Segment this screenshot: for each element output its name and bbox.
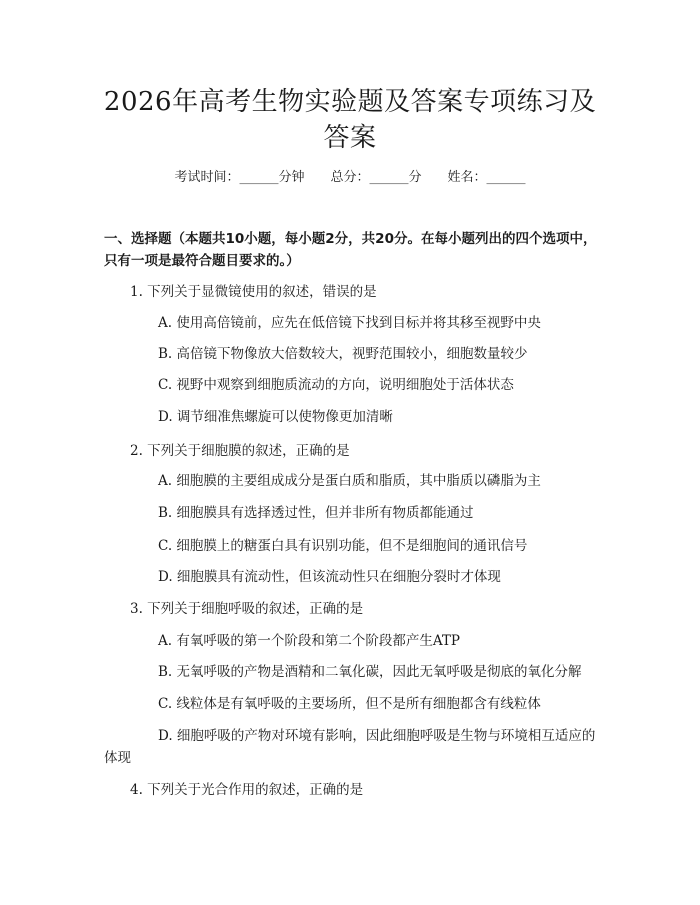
time-blank: ______ [239,170,279,185]
name-label: 姓名： [447,170,487,185]
score-blank: ______ [369,170,409,185]
question-2-option-b: B. 细胞膜具有选择透过性，但并非所有物质都能通过 [158,505,474,521]
question-1-option-b: B. 高倍镜下物像放大倍数较大，视野范围较小，细胞数量较少 [158,346,528,362]
question-1-option-c: C. 视野中观察到细胞质流动的方向，说明细胞处于活体状态 [158,377,514,393]
question-3-option-d: D. 细胞呼吸的产物对环境有影响，因此细胞呼吸是生物与环境相互适应的体现 [104,728,596,766]
name-blank: ______ [486,170,526,185]
time-label: 考试时间： [174,170,240,185]
question-1-option-a: A. 使用高倍镜前，应先在低倍镜下找到目标并将其移至视野中央 [158,315,541,331]
question-stem-2: 2. 下列关于细胞膜的叙述，正确的是 [130,443,350,459]
question-3-option-a: A. 有氧呼吸的第一个阶段和第二个阶段都产生ATP [158,633,460,649]
question-3-option-c: C. 线粒体是有氧呼吸的主要场所，但不是所有细胞都含有线粒体 [158,696,541,712]
question-2-option-a: A. 细胞膜的主要组成成分是蛋白质和脂质，其中脂质以磷脂为主 [158,473,541,489]
question-3-option-b: B. 无氧呼吸的产物是酒精和二氧化碳，因此无氧呼吸是彻底的氧化分解 [158,664,582,680]
time-unit: 分钟 [278,170,305,185]
score-unit: 分 [408,170,422,185]
question-stem-3: 3. 下列关于细胞呼吸的叙述，正确的是 [130,601,364,617]
exam-info-line [0,168,700,188]
question-1-option-d: D. 调节细准焦螺旋可以使物像更加清晰 [158,409,393,425]
question-2-option-d: D. 细胞膜具有流动性，但该流动性只在细胞分裂时才体现 [158,569,501,585]
page-title: 2026年高考生物实验题及答案专项练习及答案 [103,87,597,153]
question-stem-1: 1. 下列关于显微镜使用的叙述，错误的是 [130,284,377,300]
question-2-option-c: C. 细胞膜上的糖蛋白具有识别功能，但不是细胞间的通讯信号 [158,538,528,554]
section-heading: 一、选择题（本题共10小题，每小题2分，共20分。在每小题列出的四个选项中，只有一项是最符合题目要求的。） [104,231,597,269]
question-stem-4: 4. 下列关于光合作用的叙述，正确的是 [130,782,364,798]
score-label: 总分： [330,170,370,185]
